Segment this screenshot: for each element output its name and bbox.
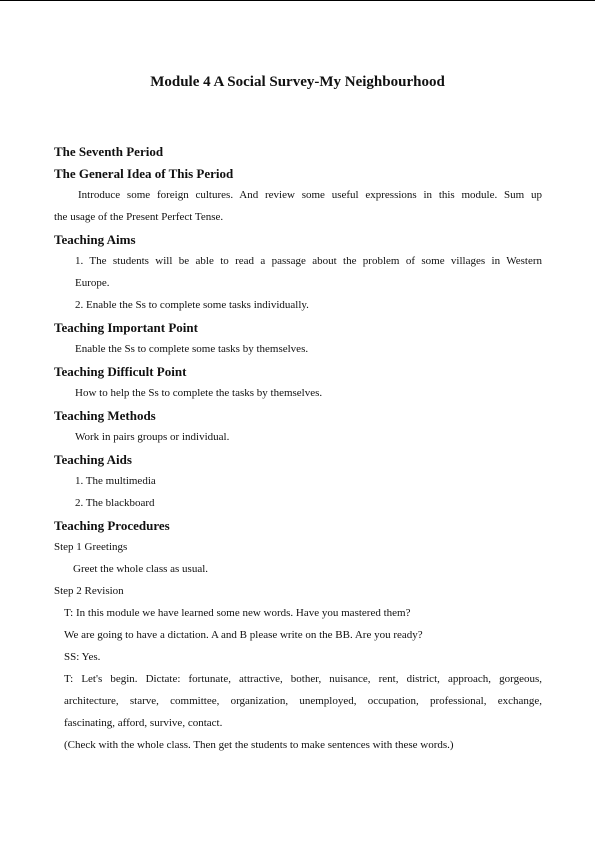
aim-item: 2. Enable the Ss to complete some tasks individually. xyxy=(75,299,309,311)
teaching-aims-heading: Teaching Aims xyxy=(54,232,136,247)
difficult-point-text: How to help the Ss to complete the tasks by themselves. xyxy=(75,387,323,399)
revision-line: SS: Yes. xyxy=(64,651,101,663)
revision-line: We are going to have a dictation. A and B please write on the BB. Are you ready? xyxy=(64,629,423,641)
revision-line: fascinating, afford, survive, contact. xyxy=(64,717,223,729)
aid-item: 1. The multimedia xyxy=(75,475,156,487)
teaching-procedures-heading: Teaching Procedures xyxy=(54,518,170,533)
general-idea-heading: The General Idea of This Period xyxy=(54,166,234,181)
aim-item-continuation: Europe. xyxy=(75,277,110,289)
top-border-line xyxy=(0,0,595,1)
period-heading: The Seventh Period xyxy=(54,144,164,159)
teaching-methods-heading: Teaching Methods xyxy=(54,408,156,423)
document-title: Module 4 A Social Survey-My Neighbourhood xyxy=(150,74,445,90)
general-idea-text-line: Introduce some foreign cultures. And review some useful expressions in this module. Sum up xyxy=(78,189,542,201)
general-idea-text-line: the usage of the Present Perfect Tense. xyxy=(54,211,224,223)
revision-line: architecture, starve, committee, organization, unemployed, occupation, professional, exchange, xyxy=(64,695,542,707)
aim-item: 1. The students will be able to read a passage about the problem of some villages in Western xyxy=(75,255,542,267)
step-heading: Step 2 Revision xyxy=(54,585,124,597)
step-heading: Step 1 Greetings xyxy=(54,541,128,553)
revision-line: T: In this module we have learned some new words. Have you mastered them? xyxy=(64,607,411,619)
important-point-heading: Teaching Important Point xyxy=(54,320,198,335)
aid-item: 2. The blackboard xyxy=(75,497,155,509)
step-text: Greet the whole class as usual. xyxy=(73,563,209,575)
teaching-aids-heading: Teaching Aids xyxy=(54,452,132,467)
revision-line: (Check with the whole class. Then get the students to make sentences with these words.) xyxy=(64,739,454,751)
difficult-point-heading: Teaching Difficult Point xyxy=(54,364,187,379)
teaching-methods-text: Work in pairs groups or individual. xyxy=(75,431,230,443)
important-point-text: Enable the Ss to complete some tasks by themselves. xyxy=(75,343,309,355)
revision-line: T: Let's begin. Dictate: fortunate, attractive, bother, nuisance, rent, district, approach, gorgeous, xyxy=(64,673,542,685)
